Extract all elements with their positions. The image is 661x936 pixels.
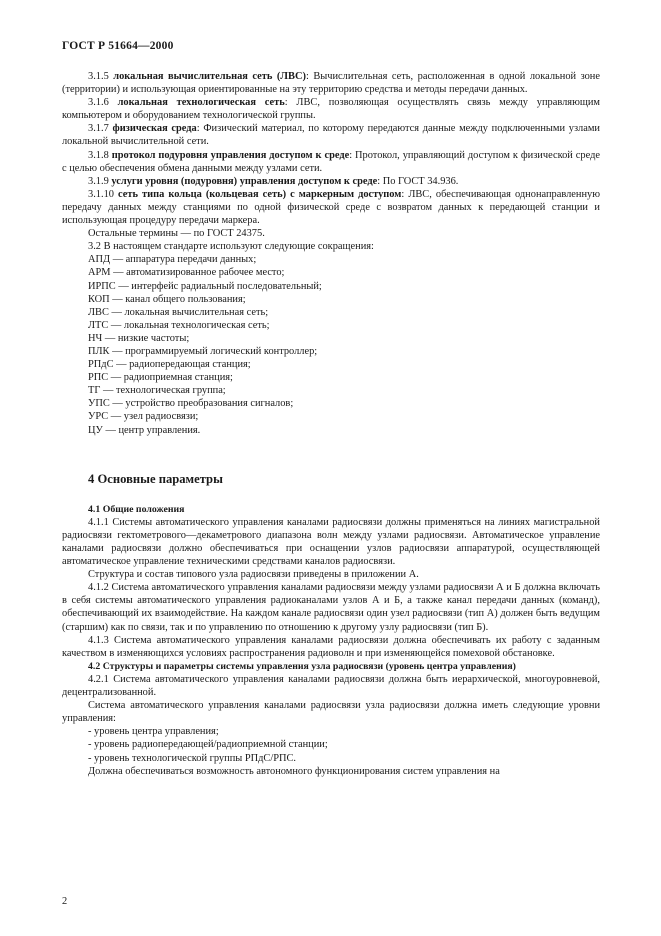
term-3-1-7: 3.1.7 физическая среда: Физический материал, по которому передаются данные между подключенными узлами локальной вычислительной сети. <box>62 123 600 148</box>
paragraph-last: Должна обеспечиваться возможность автономного функционирования систем управления на <box>88 765 500 777</box>
abbrev-item: ТГ — технологическая группа; <box>88 385 226 397</box>
abbrev-item: КОП — канал общего пользования; <box>88 293 246 305</box>
paragraph-structure: Структура и состав типового узла радиосвязи приведены в приложении А. <box>88 569 419 581</box>
paragraph-levels-intro: Система автоматического управления каналами радиосвязи узла радиосвязи должна иметь следующие уровни управления: <box>62 700 600 725</box>
abbrev-item: ЦУ — центр управления. <box>88 424 201 436</box>
abbrev-item: УПС — устройство преобразования сигналов; <box>88 398 294 410</box>
term-3-1-5: 3.1.5 локальная вычислительная сеть (ЛВС): Вычислительная сеть, расположенная в одной локальной зоне (территории) и использующая ориентированные на эту территорию средства и методы передачи данных. <box>62 71 600 96</box>
term-3-1-6: 3.1.6 локальная технологическая сеть: ЛВС, позволяющая осуществлять связь между управляющим компьютером и оборудованием технологической группы. <box>62 97 600 122</box>
abbrev-item: ПЛК — программируемый логический контроллер; <box>88 345 318 357</box>
level-item: - уровень технологической группы РПдС/РПС. <box>88 752 297 764</box>
abbrev-item: ЛВС — локальная вычислительная сеть; <box>88 306 269 318</box>
term-3-1-8: 3.1.8 протокол подуровня управления доступом к среде: Протокол, управляющий доступом к физической среде с целью обеспечения обмена данными между узлами сети. <box>62 149 600 174</box>
level-item: - уровень центра управления; <box>88 726 219 738</box>
subsection-4-2-title: 4.2 Структуры и параметры системы управления узла радиосвязи (уровень центра управления) <box>88 660 516 672</box>
abbrev-item: НЧ — низкие частоты; <box>88 332 190 344</box>
paragraph-4-1-1: 4.1.1 Системы автоматического управления каналами радиосвязи должны применяться на линиях магистральной радиосвязи гектометрового—декаметрового диапазона волн между узлами радиосвязи. Автоматическое управление каналами радиосвязи должно обеспечиваться при оснащении узлов радиосвязи аппаратурой, осуществляющей автоматическое управление техническими средствами каналов радиосвязи. <box>62 516 600 568</box>
paragraph-4-1-3: 4.1.3 Система автоматического управления каналами радиосвязи должна обеспечивать их работу с заданным качеством в изменяющихся условиях распространения радиоволн и при изменяющейся помеховой обстановке. <box>62 634 600 659</box>
page-number: 2 <box>62 896 68 907</box>
abbrev-item: ИРПС — интерфейс радиальный последовательный; <box>88 280 322 292</box>
abbrev-item: АПД — аппаратура передачи данных; <box>88 254 257 266</box>
abbrev-item: РПдС — радиопередающая станция; <box>88 359 251 371</box>
abbrev-item: АРМ — автоматизированное рабочее место; <box>88 267 285 279</box>
main-content <box>62 70 600 778</box>
paragraph-4-2-1: 4.2.1 Система автоматического управления каналами радиосвязи должна быть иерархической, многоуровневой, децентрализованной. <box>62 673 600 699</box>
term-3-1-9: 3.1.9 услуги уровня (подуровня) управления доступом к среде: По ГОСТ 34.936. <box>88 175 459 187</box>
subsection-4-1-title: 4.1 Общие положения <box>88 503 185 515</box>
abbrev-item: РПС — радиоприемная станция; <box>88 372 233 384</box>
abbrev-intro: 3.2 В настоящем стандарте используют следующие сокращения: <box>88 241 374 253</box>
page-header-doc-code: ГОСТ Р 51664—2000 <box>62 40 174 52</box>
section-4-title: 4 Основные параметры <box>88 471 223 486</box>
abbreviation-list <box>62 253 600 436</box>
abbrev-item: ЛТС — локальная технологическая сеть; <box>88 319 270 331</box>
term-3-1-10: 3.1.10 сеть типа кольца (кольцевая сеть) с маркерным доступом: ЛВС, обеспечивающая однонаправленную передачу данных между станциями по одной физической среде с возвратом данных к передающей станции и использующая процедуру передачи маркера. <box>62 188 600 227</box>
level-item: - уровень радиопередающей/радиоприемной станции; <box>88 739 328 751</box>
other-terms: Остальные термины — по ГОСТ 24375. <box>88 228 265 240</box>
paragraph-4-1-2: 4.1.2 Система автоматического управления каналами радиосвязи между узлами радиосвязи А и Б должна включать в себя системы автоматического управления радиоканалами узлов А и Б, а также канал передачи данных (команд), обеспечивающий их взаимодействие. На каждом канале радиосвязи один узел радиосвязи (тип А) должен быть ведущим (старшим) как по связи, так и по управлению по отношению к другому узлу радиосвязи (тип Б). <box>62 582 600 633</box>
abbrev-item: УРС — узел радиосвязи; <box>88 411 199 423</box>
